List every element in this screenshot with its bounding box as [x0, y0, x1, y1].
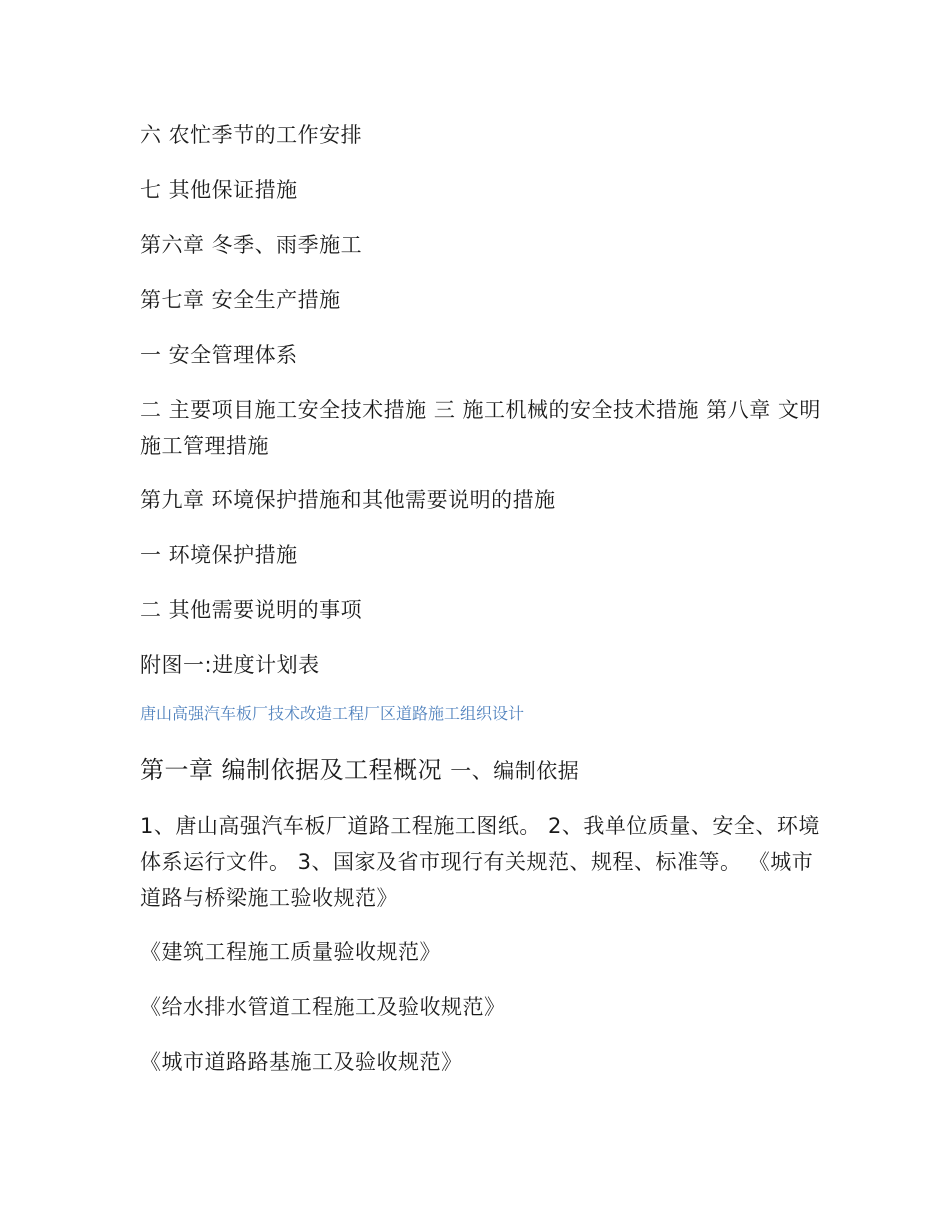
toc-item: 二 主要项目施工安全技术措施 三 施工机械的安全技术措施 第八章 文明施工管理措施	[140, 398, 821, 458]
toc-item: 一 环境保护措施	[140, 543, 298, 567]
basis-paragraph: 1、唐山高强汽车板厂道路工程施工图纸。 2、我单位质量、安全、环境体系运行文件。 3、国家及省市现行有关规范、规程、标准等。 《城市道路与桥梁施工验收规范》	[140, 814, 820, 910]
toc-item: 第九章 环境保护措施和其他需要说明的措施	[140, 488, 556, 512]
toc-item: 第六章 冬季、雨季施工	[140, 233, 363, 257]
spec-item: 《建筑工程施工质量验收规范》	[140, 940, 441, 964]
toc-item: 二 其他需要说明的事项	[140, 598, 363, 622]
toc-item: 第七章 安全生产措施	[140, 288, 341, 312]
toc-item: 七 其他保证措施	[140, 178, 298, 202]
running-header: 唐山高强汽车板厂技术改造工程厂区道路施工组织设计	[140, 704, 525, 723]
chapter-heading	[140, 750, 579, 791]
spec-item: 《城市道路路基施工及验收规范》	[140, 1050, 463, 1074]
toc-item: 六 农忙季节的工作安排	[140, 123, 363, 147]
toc-item: 附图一:进度计划表	[140, 653, 320, 677]
toc-item: 一 安全管理体系	[140, 343, 298, 367]
spec-item: 《给水排水管道工程施工及验收规范》	[140, 995, 506, 1019]
chapter-title: 第一章 编制依据及工程概况	[140, 756, 443, 784]
section-title: 一、编制依据	[450, 759, 580, 783]
